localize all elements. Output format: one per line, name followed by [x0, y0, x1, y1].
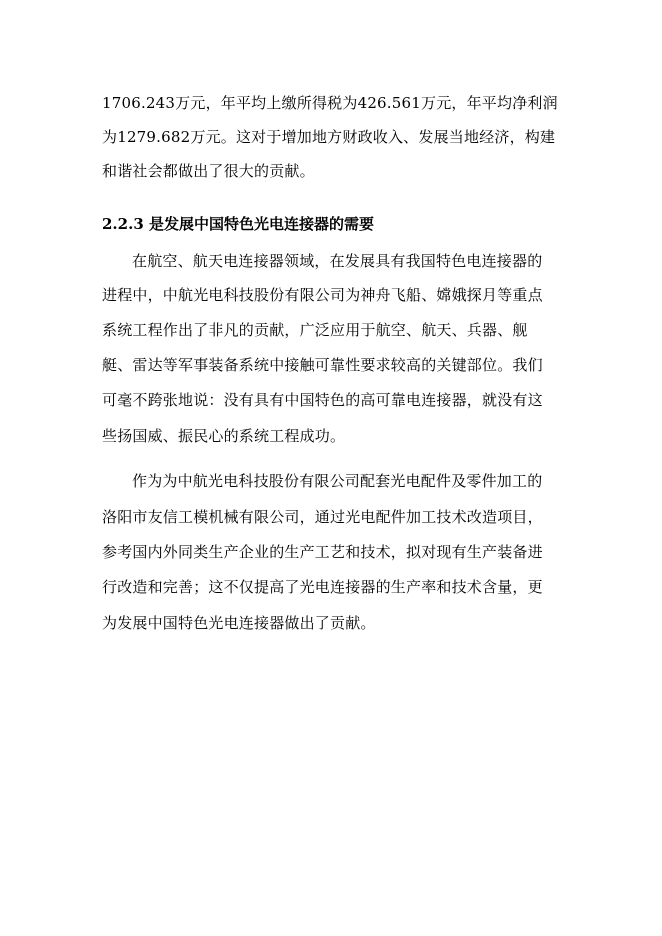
paragraph-3-line-1: 作为为中航光电科技股份有限公司配套光电配件及零件加工的 [132, 472, 543, 490]
paragraph-3-line-2: 洛阳市友信工模机械有限公司，通过光电配件加工技术改造项目， [102, 508, 543, 526]
paragraph-2-line-4: 艇、雷达等军事装备系统中接触可靠性要求较高的关键部位。我们 [102, 356, 543, 374]
paragraph-3-line-3: 参考国内外同类生产企业的生产工艺和技术，拟对现有生产装备进 [102, 543, 543, 561]
paragraph-1-line-1: 1706.243万元，年平均上缴所得税为426.561万元，年平均净利润 [102, 94, 558, 112]
paragraph-3-line-5: 为发展中国特色光电连接器做出了贡献。 [102, 614, 376, 632]
paragraph-2-line-2: 进程中，中航光电科技股份有限公司为神舟飞船、嫦娥探月等重点 [102, 286, 543, 304]
paragraph-2-line-1: 在航空、航天电连接器领域，在发展具有我国特色电连接器的 [132, 252, 543, 270]
paragraph-1-line-2: 为1279.682万元。这对于增加地方财政收入、发展当地经济，构建 [102, 128, 556, 146]
paragraph-3-line-4: 行改造和完善；这不仅提高了光电连接器的生产率和技术含量，更 [102, 578, 543, 596]
section-heading: 2.2.3 是发展中国特色光电连接器的需要 [102, 215, 374, 233]
paragraph-2-line-6: 些扬国威、振民心的系统工程成功。 [102, 427, 346, 445]
paragraph-2-line-5: 可毫不跨张地说：没有具有中国特色的高可靠电连接器，就没有这 [102, 391, 543, 409]
paragraph-1-line-3: 和谐社会都做出了很大的贡献。 [102, 162, 315, 180]
paragraph-2-line-3: 系统工程作出了非凡的贡献，广泛应用于航空、航天、兵器、舰 [102, 321, 528, 339]
